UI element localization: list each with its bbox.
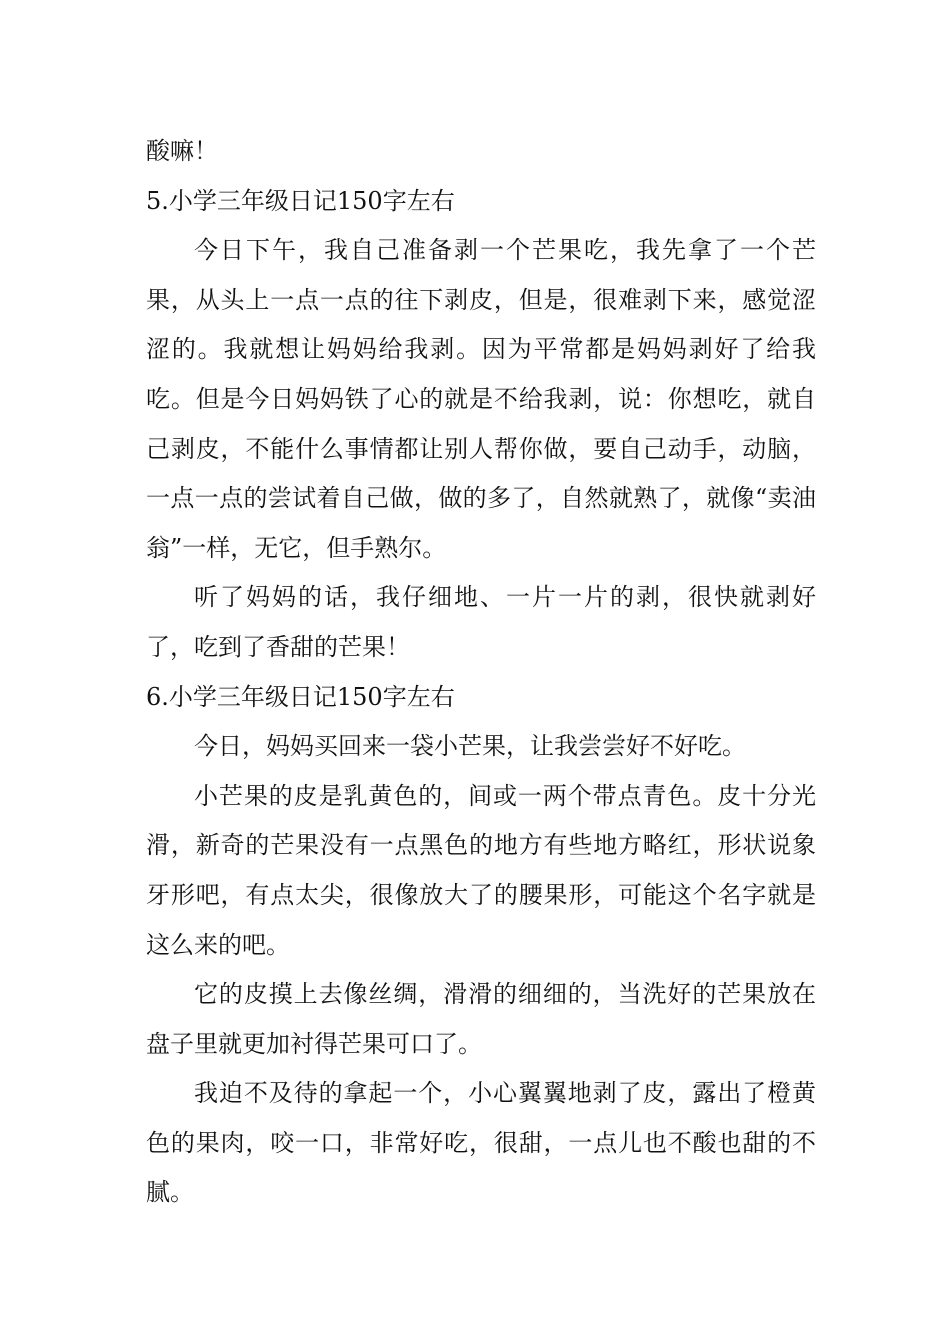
section-heading-5: 5.小学三年级日记150字左右 bbox=[146, 186, 455, 215]
document-body bbox=[146, 127, 816, 1218]
paragraph: 今日下午，我自己准备剥一个芒果吃，我先拿了一个芒果，从头上一点一点的往下剥皮，但是，很难剥下来，感觉涩涩的。我就想让妈妈给我剥。因为平常都是妈妈剥好了给我吃。但是今日妈妈铁了心的就是不给我剥，说：你想吃，就自己剥皮，不能什么事情都让别人帮你做，要自己动手，动脑，一点一点的尝试着自己做，做的多了，自然就熟了，就像“卖油翁”一样，无它，但手熟尔。 bbox=[146, 236, 816, 562]
paragraph: 今日，妈妈买回来一袋小芒果，让我尝尝好不好吃。 bbox=[194, 732, 746, 761]
paragraph: 听了妈妈的话，我仔细地、一片一片的剥，很快就剥好了，吃到了香甜的芒果！ bbox=[146, 583, 816, 661]
paragraph: 它的皮摸上去像丝绸，滑滑的细细的，当洗好的芒果放在盘子里就更加衬得芒果可口了。 bbox=[146, 980, 816, 1058]
section-heading-6: 6.小学三年级日记150字左右 bbox=[146, 682, 455, 711]
paragraph: 小芒果的皮是乳黄色的，间或一两个带点青色。皮十分光滑，新奇的芒果没有一点黑色的地方有些地方略红，形状说象牙形吧，有点太尖，很像放大了的腰果形，可能这个名字就是这么来的吧。 bbox=[146, 781, 816, 959]
paragraph-continuation: 酸嘛！ bbox=[146, 137, 218, 165]
paragraph: 我迫不及待的拿起一个，小心翼翼地剥了皮，露出了橙黄色的果肉，咬一口，非常好吃，很甜，一点儿也不酸也甜的不腻。 bbox=[146, 1079, 816, 1207]
